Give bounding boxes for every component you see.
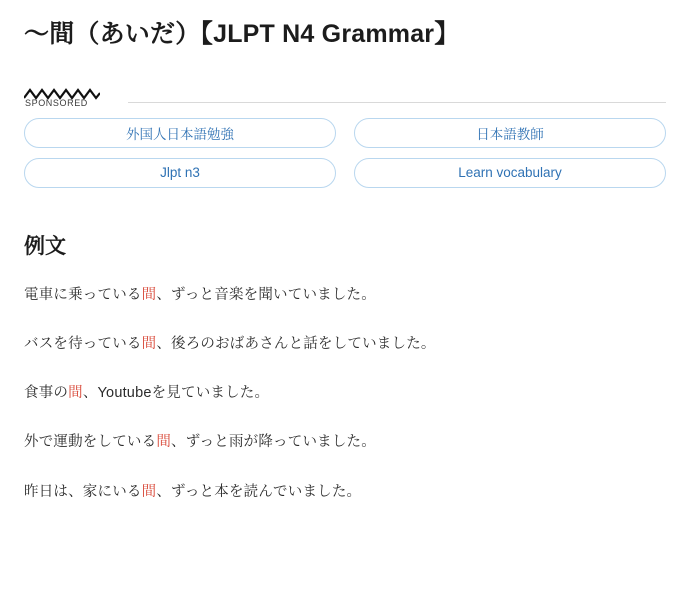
- sponsored-header: [24, 88, 666, 110]
- example-sentence: [24, 382, 666, 405]
- example-text-post: 、後ろのおばあさんと話をしていました。: [156, 335, 436, 352]
- example-sentence: [24, 431, 666, 454]
- example-keyword: 間: [68, 385, 83, 402]
- example-text-post: 、ずっと本を読んでいました。: [156, 483, 362, 500]
- examples-list: [24, 284, 666, 504]
- example-text-pre: バスを待っている: [24, 335, 142, 352]
- example-text-pre: 外で運動をしている: [24, 434, 157, 451]
- example-text-pre: 電車に乗っている: [24, 286, 142, 303]
- example-text-post: 、ずっと音楽を聞いていました。: [156, 286, 376, 303]
- example-keyword: 間: [141, 335, 157, 352]
- ad-chip-grid: [24, 118, 666, 188]
- example-text-post: 、ずっと雨が降っていました。: [171, 434, 376, 451]
- ad-divider: [128, 102, 666, 103]
- example-sentence: [24, 481, 666, 504]
- examples-heading: 例文: [24, 234, 66, 258]
- example-sentence: [24, 333, 666, 356]
- ad-chip-4[interactable]: Learn vocabulary: [354, 158, 666, 188]
- example-keyword: 間: [141, 286, 157, 303]
- example-keyword: 間: [141, 483, 157, 500]
- example-keyword: 間: [156, 434, 172, 451]
- article-page: [0, 18, 690, 504]
- example-text-pre: 昨日は、家にいる: [24, 483, 142, 500]
- example-text-post: 、Youtubeを見ていました。: [82, 385, 270, 402]
- ad-chip-3[interactable]: Jlpt n3: [24, 158, 336, 188]
- sponsored-label: SPONSORED: [25, 97, 88, 108]
- example-text-pre: 食事の: [24, 385, 69, 402]
- sponsored-ad-block: [24, 88, 666, 188]
- page-title: 〜間（あいだ）【JLPT N4 Grammar】: [24, 20, 460, 48]
- example-sentence: [24, 284, 666, 307]
- ad-chip-1[interactable]: 外国人日本語勉強: [24, 118, 336, 148]
- ad-chip-2[interactable]: 日本語教師: [354, 118, 666, 148]
